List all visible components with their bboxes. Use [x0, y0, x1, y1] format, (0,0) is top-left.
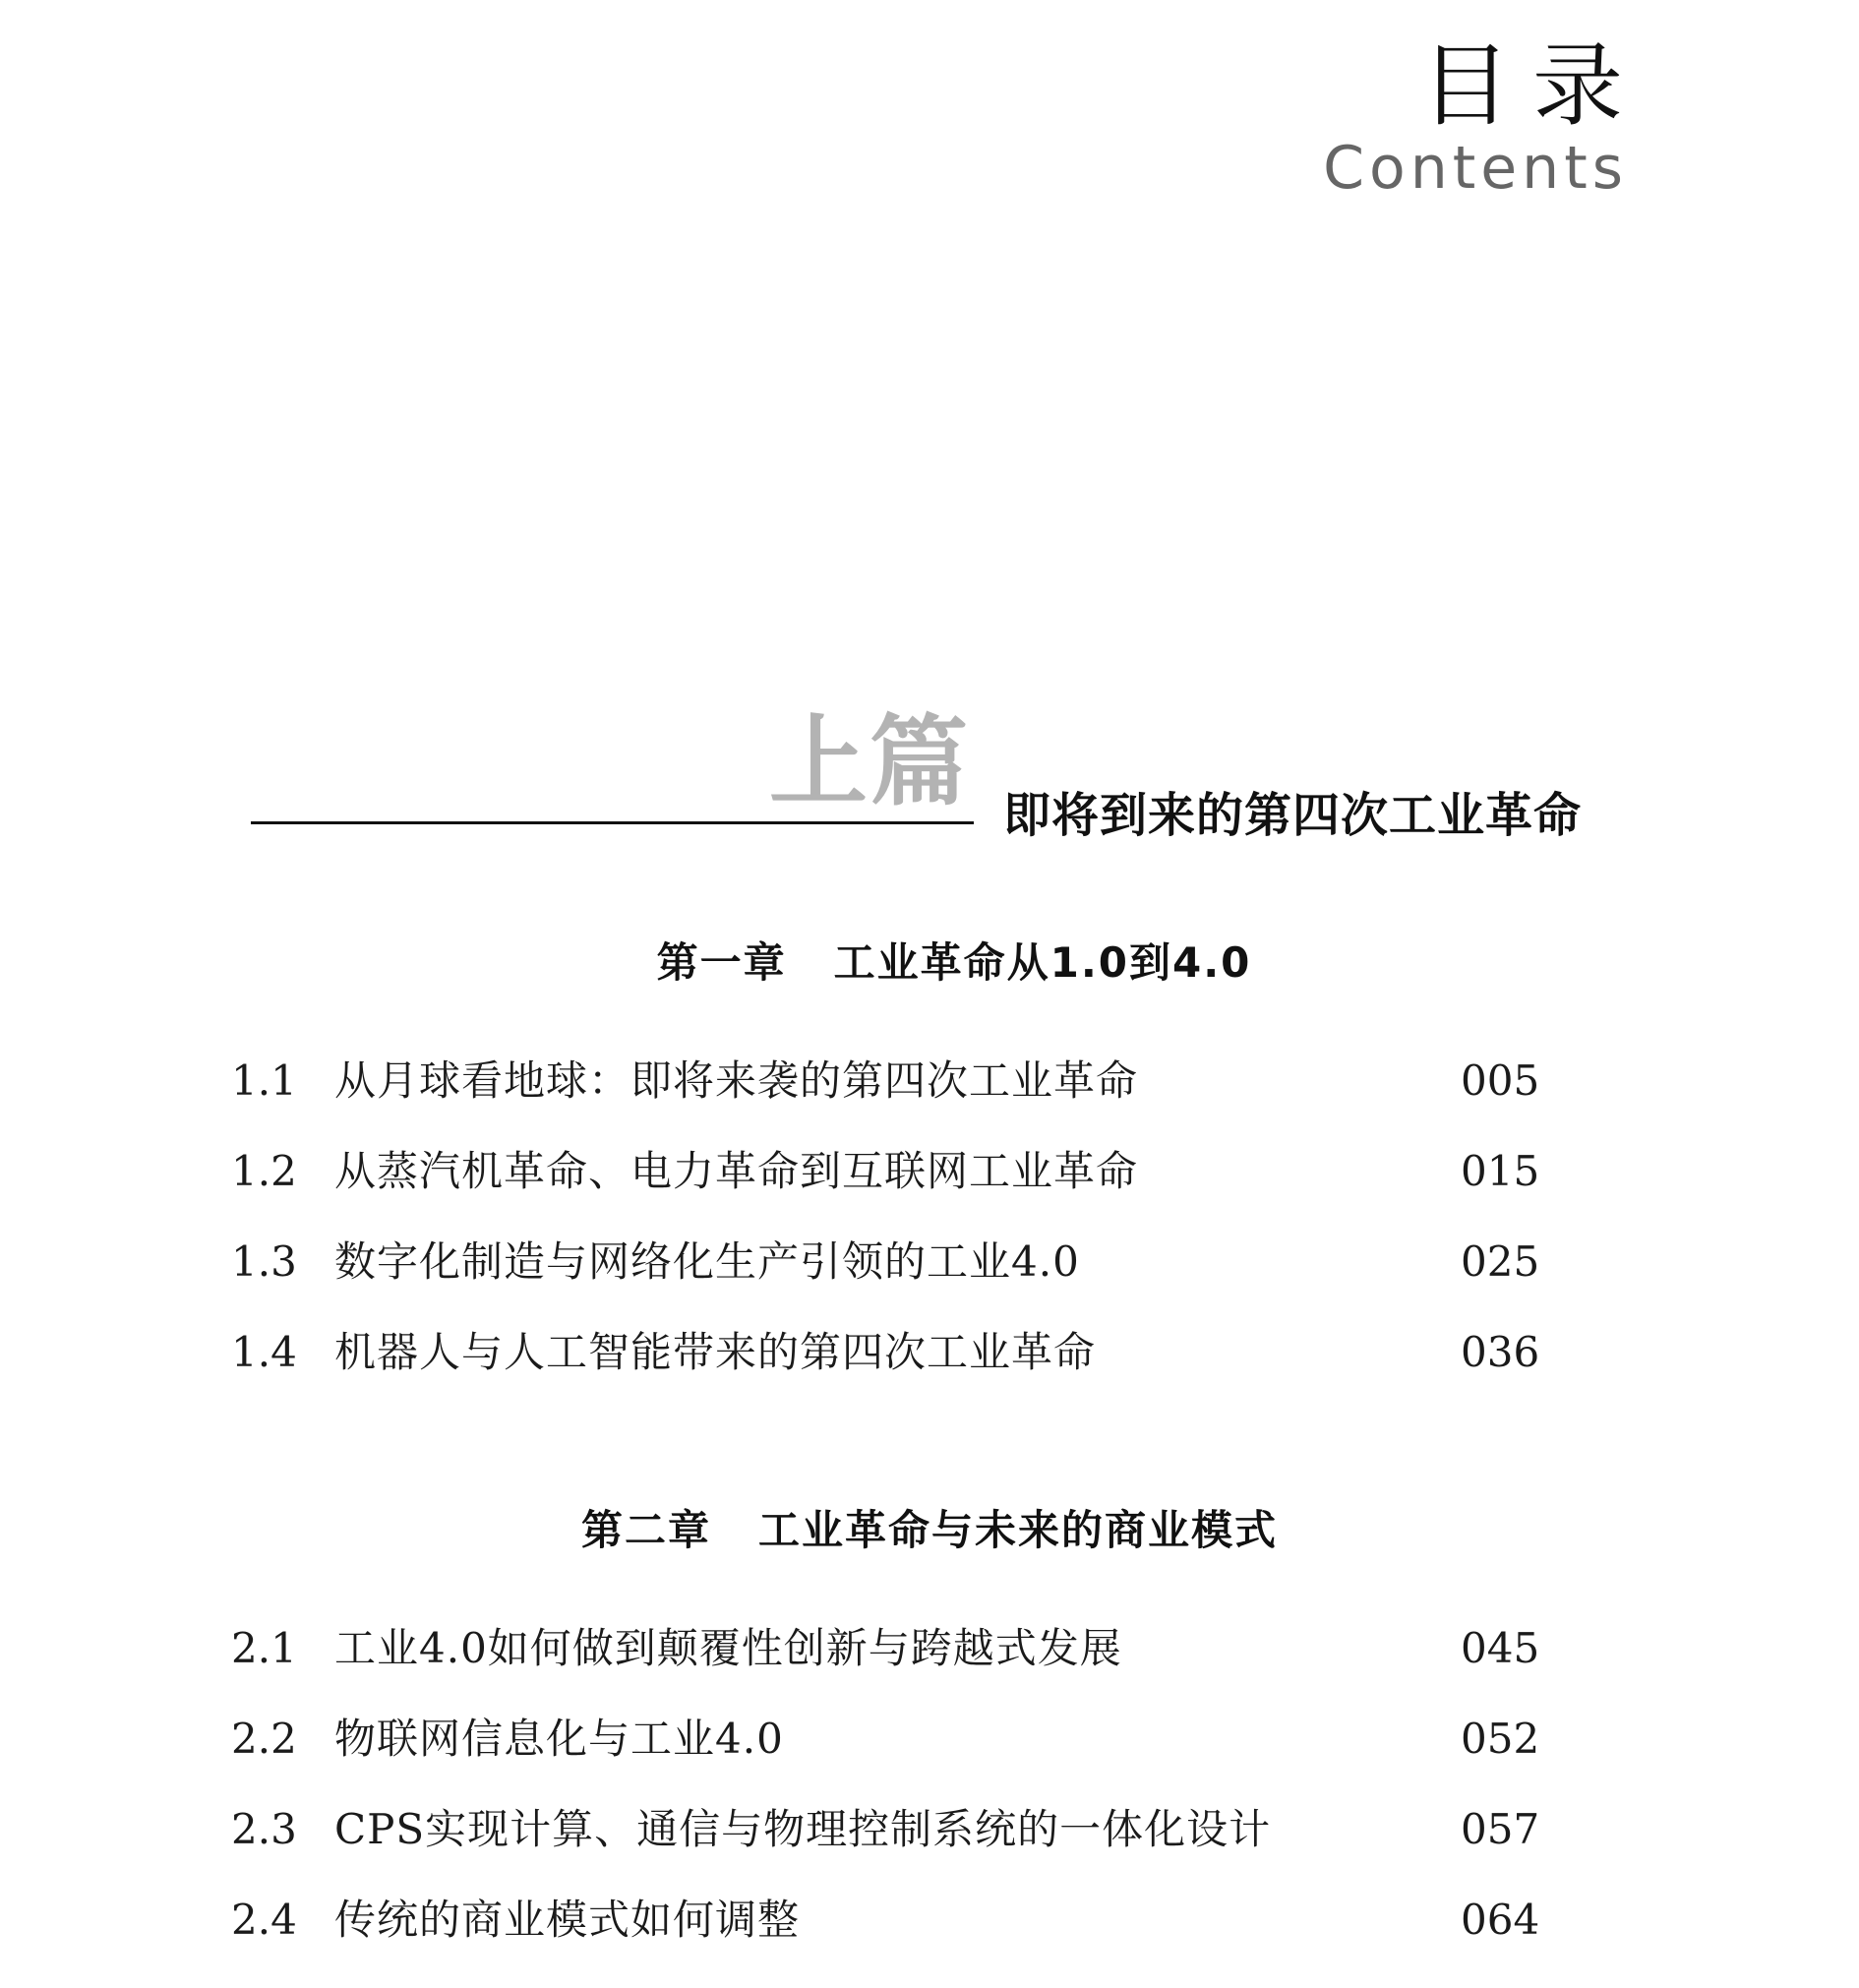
- entry-title: CPS实现计算、通信与物理控制系统的一体化设计: [334, 1805, 1272, 1853]
- entry-title: 传统的商业模式如何调整: [334, 1896, 801, 1944]
- toc-title: 目录: [1419, 33, 1645, 139]
- entry-title: 物联网信息化与工业4.0: [334, 1715, 784, 1763]
- toc-entry[interactable]: [231, 1715, 1540, 1807]
- entry-number: 2.1: [231, 1624, 297, 1672]
- entry-title: 从月球看地球：即将来袭的第四次工业革命: [334, 1056, 1139, 1105]
- chapter-entries: [231, 1056, 1540, 1420]
- entry-page: 045: [1461, 1624, 1540, 1672]
- toc-header: [1323, 33, 1645, 203]
- toc-entry[interactable]: [231, 1624, 1540, 1717]
- toc-entry[interactable]: [231, 1056, 1540, 1149]
- entry-title: 机器人与人工智能带来的第四次工业革命: [334, 1328, 1097, 1376]
- chapter-heading: [0, 1506, 1859, 1554]
- entry-title: 工业4.0如何做到颠覆性创新与跨越式发展: [334, 1624, 1122, 1672]
- part-heading: [251, 704, 1628, 851]
- entry-page: 036: [1461, 1328, 1540, 1376]
- toc-entry[interactable]: [231, 1328, 1540, 1420]
- entry-number: 1.2: [231, 1147, 297, 1195]
- entry-page: 025: [1461, 1237, 1540, 1286]
- chapter-title: 工业革命从1.0到4.0: [833, 938, 1252, 987]
- chapter-number: 第二章: [580, 1506, 711, 1554]
- entry-number: 2.4: [231, 1896, 297, 1944]
- entry-number: 2.2: [231, 1715, 297, 1763]
- entry-page: 015: [1461, 1147, 1540, 1195]
- entry-number: 1.4: [231, 1328, 297, 1376]
- chapter-heading: [0, 938, 1859, 987]
- entry-page: 005: [1461, 1056, 1540, 1105]
- chapter-title: 工业革命与未来的商业模式: [758, 1506, 1279, 1554]
- part-rule: [251, 821, 974, 824]
- entry-number: 1.1: [231, 1056, 297, 1105]
- toc-entry[interactable]: [231, 1147, 1540, 1239]
- toc-entry[interactable]: [231, 1896, 1540, 1988]
- chapter-1: [0, 938, 1859, 1376]
- toc-entry[interactable]: [231, 1237, 1540, 1330]
- entry-number: 1.3: [231, 1237, 297, 1286]
- toc-subtitle: Contents: [1323, 133, 1628, 203]
- entry-page: 064: [1461, 1896, 1540, 1944]
- part-label: 上篇: [769, 704, 970, 819]
- entry-number: 2.3: [231, 1805, 297, 1853]
- entry-page: 057: [1461, 1805, 1540, 1853]
- chapter-2: [0, 1506, 1859, 1944]
- toc-entry[interactable]: [231, 1805, 1540, 1898]
- chapter-entries: [231, 1624, 1540, 1988]
- part-title: 即将到来的第四次工业革命: [1003, 788, 1583, 843]
- entry-title: 数字化制造与网络化生产引领的工业4.0: [334, 1237, 1080, 1286]
- entry-page: 052: [1461, 1715, 1540, 1763]
- chapter-number: 第一章: [656, 938, 787, 987]
- entry-title: 从蒸汽机革命、电力革命到互联网工业革命: [334, 1147, 1139, 1195]
